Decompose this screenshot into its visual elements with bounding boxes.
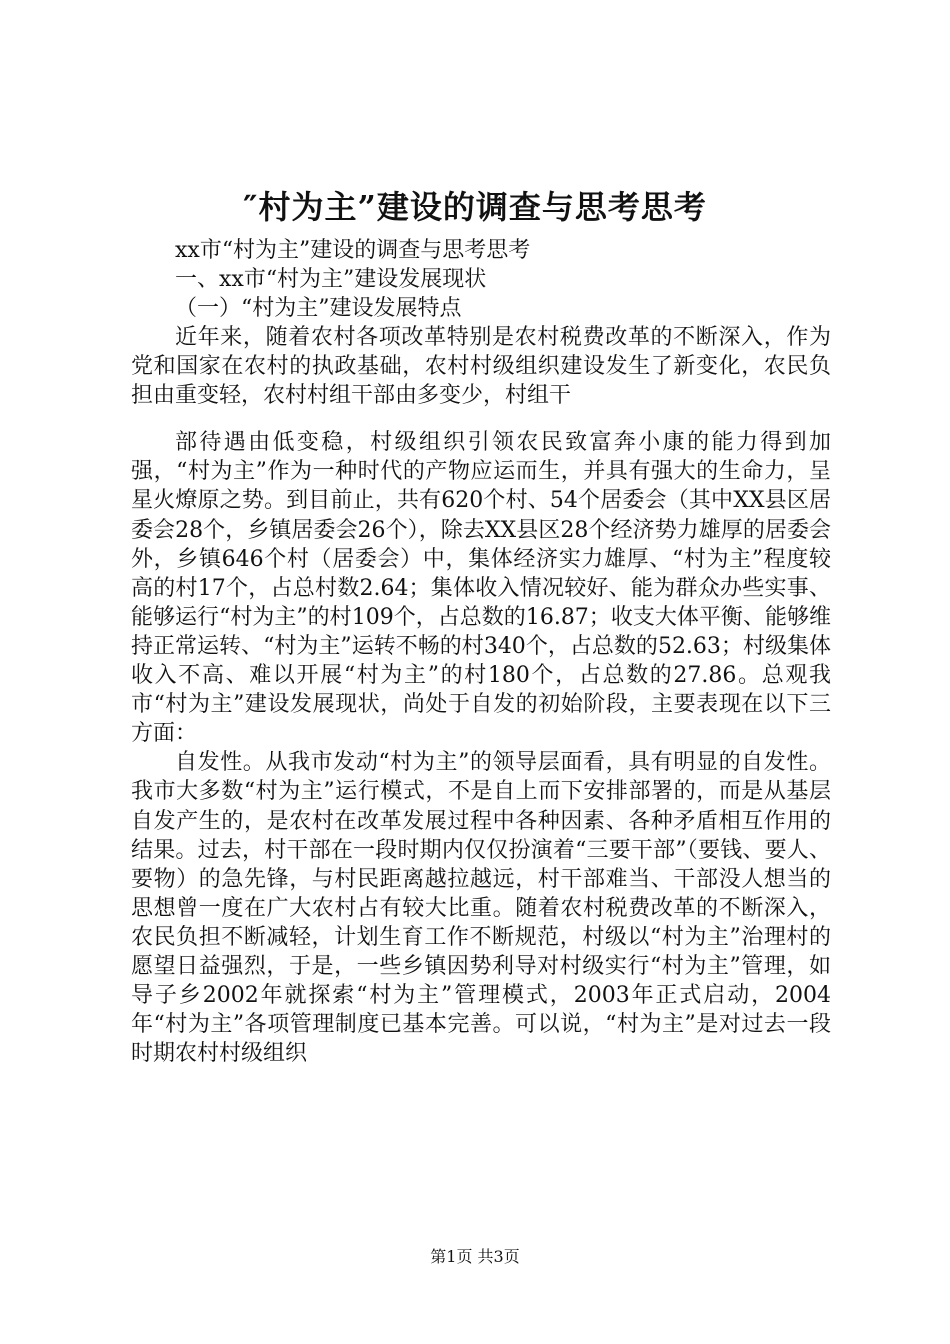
paragraph-3: 自发性。从我市发动“村为主”的领导层面看，具有明显的自发性。我市大多数“村为主”运行模式，不是自上而下安排部署的，而是从基层自发产生的，是农村在改革发展过程中各种因素、各种矛盾相互作用的结果。过去，村干部在一段时期内仅仅扮演着“三要干部”（要钱、要人、要物）的急先锋，与村民距离越拉越远，村干部难当、干部没人想当的思想曾一度在广大农村占有较大比重。随着农村税费改革的不断深入，农民负担不断减轻，计划生育工作不断规范，村级以“村为主”治理村的愿望日益强烈，于是，一些乡镇因势利导对村级实行“村为主”管理，如导子乡2002年就探索“村为主”管理模式，2003年正式启动，2004年“村为主”各项管理制度已基本完善。可以说，“村为主”是对过去一段时期农村村级组织: [131, 750, 831, 1067]
page-number-footer: 第1页 共3页: [430, 1247, 520, 1266]
paragraph-2: 部待遇由低变稳，村级组织引领农民致富奔小康的能力得到加强，“村为主”作为一种时代的产物应运而生，并具有强大的生命力，呈星火燎原之势。到目前止，共有620个村、54个居委会（其中XX县区居委会28个，乡镇居委会26个），除去XX县区28个经济势力雄厚的居委会外，乡镇646个村（居委会）中，集体经济实力雄厚、“村为主”程度较高的村17个，占总村数2.64；集体收入情况较好、能为群众办些实事、能够运行“村为主”的村109个，占总数的16.87；收支大体平衡、能够维持正常运转、“村为主”运转不畅的村340个，占总数的52.63；村级集体收入不高、难以开展“村为主”的村180个，占总数的27.86。总观我市“村为主”建设发展现状，尚处于自发的初始阶段，主要表现在以下三方面：: [131, 430, 831, 747]
section-heading-1: 一、xx市“村为主”建设发展现状: [175, 267, 487, 292]
section-heading-2: （一）“村为主”建设发展特点: [175, 296, 462, 321]
subtitle-line: xx市“村为主”建设的调查与思考思考: [175, 238, 531, 263]
paragraph-gap: [131, 410, 831, 428]
paragraph-1: 近年来，随着农村各项改革特别是农村税费改革的不断深入，作为党和国家在农村的执政基础，农村村级组织建设发生了新变化，农民负担由重变轻，农村村组干部由多变少，村组干: [131, 325, 831, 409]
document-body: [131, 236, 831, 1068]
document-title: ″村为主”建设的调查与思考思考: [243, 188, 707, 226]
